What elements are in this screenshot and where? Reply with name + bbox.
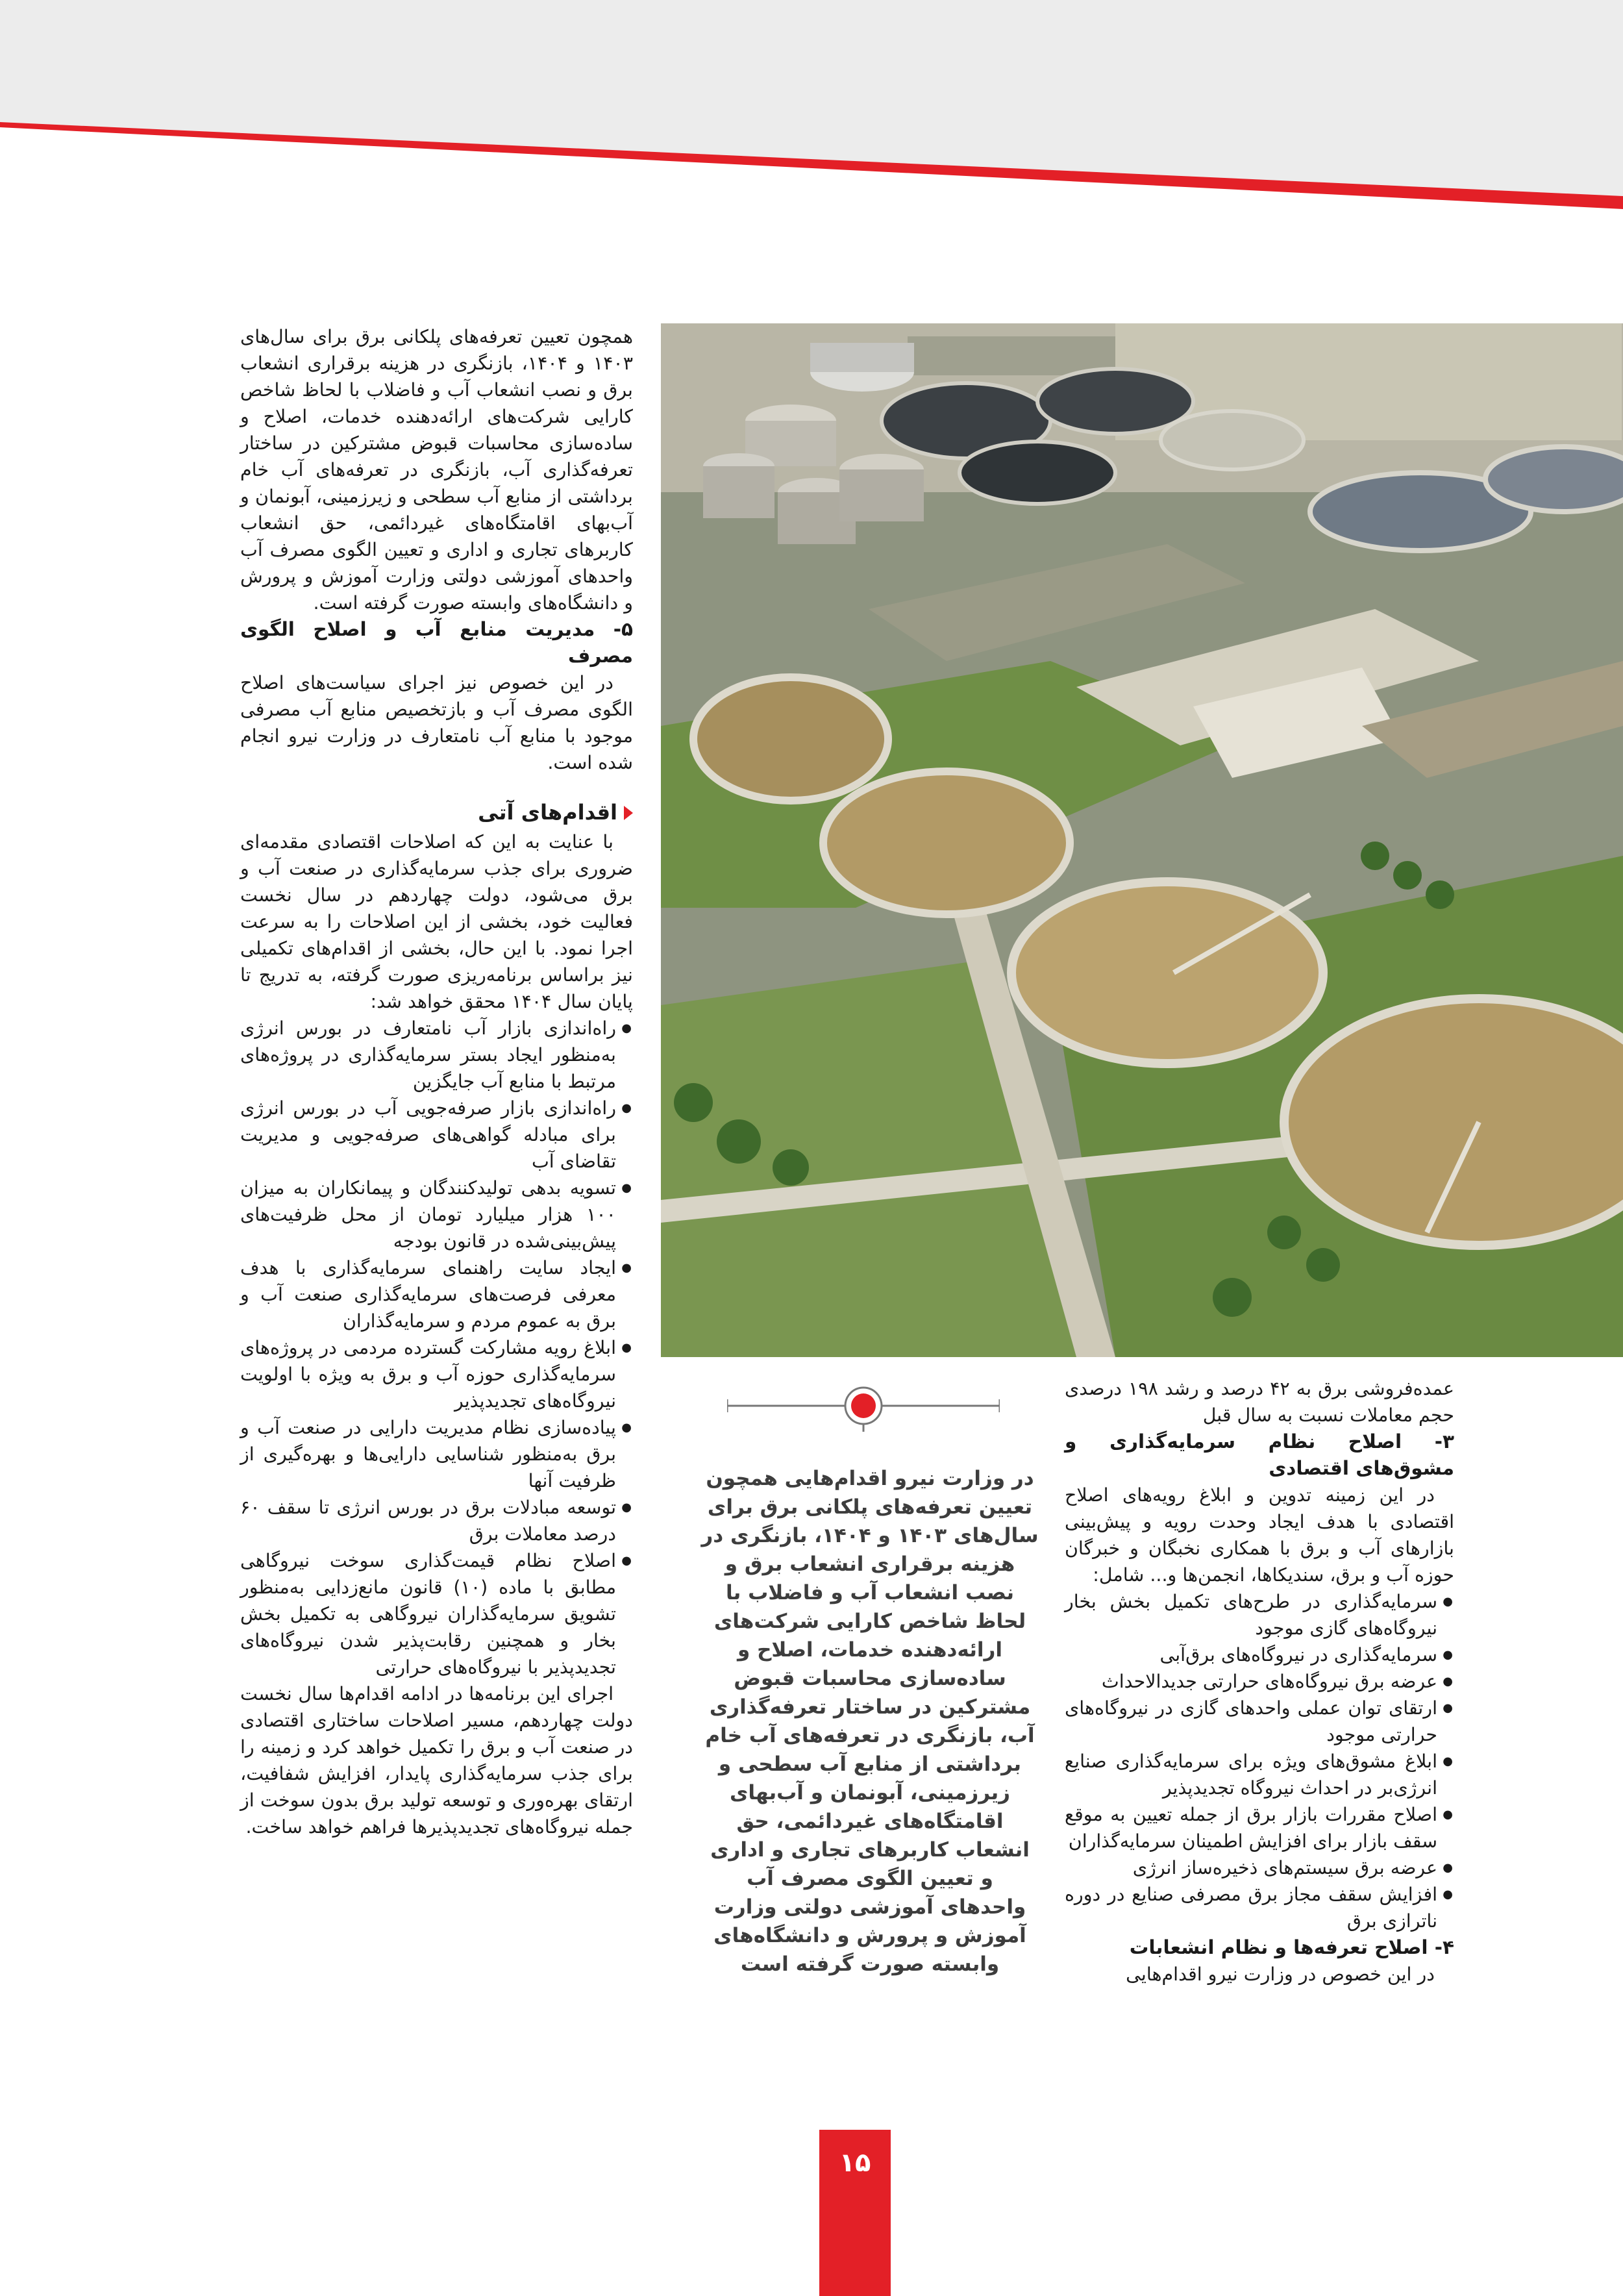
- heading-tariff-reform: ۴- اصلاح تعرفه‌ها و نظام انشعابات: [1129, 1936, 1454, 1958]
- list-item: ● ارتقای توان عملی واحدهای گازی در نیروگاه‌های حرارتی موجود: [1065, 1695, 1454, 1748]
- list-item: ● ابلاغ رویه مشارکت گسترده مردمی در پروژه‌های سرمایه‌گذاری حوزه آب و برق به ویژه با اولویت نیروگاه‌های تجدیدپذیر: [240, 1334, 633, 1414]
- pull-quote-ornament: [727, 1380, 1000, 1432]
- list-item: ● افزایش سقف مجاز برق مصرفی صنایع در دوره ناترازی برق: [1065, 1881, 1454, 1934]
- left-column: [240, 323, 633, 1840]
- left-bullet-list: [240, 1015, 633, 1680]
- left-paragraph-4: اجرای این برنامه‌ها در ادامه اقدام‌ها سال نخست دولت چهاردهم، مسیر اصلاحات ساختاری اقتصادی در صنعت آب و برق را تکمیل خواهد کرد و زمینه را برای جذب سرمایه‌گذاری پایدار، افزایش شفافیت، ارتقای بهره‌وری و توسعه تولید برق بدون سوخت از جمله نیروگاه‌های تجدیدپذیرها فراهم خواهد ساخت.: [240, 1683, 633, 1838]
- section-title-text: اقدام‌های آتی: [478, 800, 617, 825]
- pull-quote: در وزارت نیرو اقدام‌هایی همچون تعیین تعرفه‌های پلکانی برق برای سال‌های ۱۴۰۳ و ۱۴۰۴، بازنگری در هزینه برقراری انشعاب برق و نصب انشعاب آب و فاضلاب با لحاظ شاخص کارایی شرکت‌های ارائه‌دهنده خدمات، اصلاح و ساده‌سازی محاسبات قبوض مشترکین در ساختار تعرفه‌گذاری آب، بازنگری در تعرفه‌های آب خام برداشتی از منابع آب سطحی و زیرزمینی، آبونمان و آب‌بهای اقامتگاه‌های غیردائمی، حق انشعاب کاربرهای تجاری و اداری و تعیین الگوی مصرف آب واحدهای آموزشی دولتی وزارت آموزش و پرورش و دانشگاه‌های وابسته صورت گرفته است: [701, 1467, 1039, 1976]
- list-item: ● عرضه برق نیروگاه‌های حرارتی جدیدالاحداث: [1065, 1668, 1454, 1695]
- list-item: ● پیاده‌سازی نظام مدیریت دارایی در صنعت آب و برق به‌منظور شناسایی دارایی‌ها و بهره‌گیری از ظرفیت آنها: [240, 1414, 633, 1494]
- right-paragraph-1: عمده‌فروشی برق به ۴۲ درصد و رشد ۱۹۸ درصدی حجم معاملات نسبت به سال قبل: [1065, 1378, 1455, 1426]
- list-item: ● راه‌اندازی بازار آب نامتعارف در بورس انرژی به‌منظور ایجاد بستر سرمایه‌گذاری در پروژه‌های مرتبط با منابع آب جایگزین: [240, 1015, 633, 1095]
- heading-water-management: ۵- مدیریت منابع آب و اصلاح الگوی مصرف: [240, 618, 633, 667]
- right-bullet-list: [1065, 1588, 1454, 1934]
- list-item: ● اصلاح مقررات بازار برق از جمله تعیین به موقع سقف بازار برای افزایش اطمینان سرمایه‌گذاران: [1065, 1801, 1454, 1854]
- left-paragraph-2: در این خصوص نیز اجرای سیاست‌های اصلاح الگوی مصرف آب و بازتخصیص منابع آب مصرفی موجود با منابع آب نامتعارف در وزارت نیرو انجام شده است.: [240, 672, 633, 773]
- heading-investment-reform: ۳- اصلاح نظام سرمایه‌گذاری و مشوق‌های اقتصادی: [1065, 1430, 1454, 1479]
- page-number-tab: [819, 2130, 891, 2296]
- triangle-icon: [624, 806, 633, 820]
- left-paragraph-3: با عنایت به این که اصلاحات اقتصادی مقدمه‌ای ضروری برای جذب سرمایه‌گذاری در صنعت آب و برق می‌شود، دولت چهاردهم در سال نخست فعالیت خود، بخشی از این اصلاحات را به سرعت اجرا نمود. با این حال، بخشی از اقدام‌های تکمیلی نیز براساس برنامه‌ریزی صورت گرفته، به تدریج تا پایان سال ۱۴۰۴ محقق خواهد شد:: [240, 831, 633, 1012]
- left-paragraph-1: همچون تعیین تعرفه‌های پلکانی برق برای سال‌های ۱۴۰۳ و ۱۴۰۴، بازنگری در هزینه برقراری انشعاب برق و نصب انشعاب آب و فاضلاب با لحاظ شاخص کارایی شرکت‌های ارائه‌دهنده خدمات، اصلاح و ساده‌سازی محاسبات قبوض مشترکین در ساختار تعرفه‌گذاری آب، بازنگری در تعرفه‌های آب خام برداشتی از منابع آب سطحی و زیرزمینی، آبونمان و آب‌بهای اقامتگاه‌های غیردائمی، حق انشعاب کاربرهای تجاری و اداری و تعیین الگوی مصرف آب واحدهای آموزشی دولتی وزارت آموزش و پرورش و دانشگاه‌های وابسته صورت گرفته است.: [240, 326, 633, 614]
- list-item: ● راه‌اندازی بازار صرفه‌جویی آب در بورس انرژی برای مبادله گواهی‌های صرفه‌جویی و مدیریت تقاضای آب: [240, 1095, 633, 1175]
- list-item: ● عرضه برق سیستم‌های ذخیره‌ساز انرژی: [1065, 1854, 1454, 1881]
- list-item: ● ابلاغ مشوق‌های ویژه برای سرمایه‌گذاری صنایع انرژی‌بر در احداث نیروگاه تجدیدپذیر: [1065, 1748, 1454, 1801]
- list-item: ● سرمایه‌گذاری در طرح‌های تکمیل بخش بخار نیروگاه‌های گازی موجود: [1065, 1588, 1454, 1641]
- header-band: [0, 0, 1623, 214]
- header-band-graphic: [0, 0, 1623, 214]
- list-item: ● توسعه مبادلات برق در بورس انرژی تا سقف ۶۰ درصد معاملات برق: [240, 1494, 633, 1547]
- section-title-future-actions: [240, 799, 633, 826]
- right-paragraph-2: در این زمینه تدوین و ابلاغ رویه‌های اصلاح اقتصادی با هدف ایجاد وحدت رویه و پیش‌بینی بازارهای آب و برق با همکاری نخبگان و خبرگان حوزه آب و برق، سندیکاها، انجمن‌ها و... شامل:: [1065, 1484, 1454, 1586]
- list-item: ● اصلاح نظام قیمت‌گذاری سوخت نیروگاهی مطابق با ماده (۱۰) قانون مانع‌زدایی به‌منظور تشویق سرمایه‌گذاران نیروگاهی به تکمیل بخش بخار و همچنین رقابت‌پذیر شدن نیروگاه‌های تجدیدپذیر با نیروگاه‌های حرارتی: [240, 1547, 633, 1680]
- right-column: [1065, 1375, 1454, 1988]
- water-treatment-plant-photo: [661, 323, 1623, 1357]
- list-item: ● سرمایه‌گذاری در نیروگاه‌های برق‌آبی: [1065, 1641, 1454, 1668]
- page-number: ۱۵: [839, 2148, 871, 2178]
- right-paragraph-3: در این خصوص در وزارت نیرو اقدام‌هایی: [1126, 1964, 1435, 1985]
- list-item: ● تسویه بدهی تولیدکنندگان و پیمانکاران به میزان ۱۰۰ هزار میلیارد تومان از محل ظرفیت‌های پیش‌بینی‌شده در قانون بودجه: [240, 1175, 633, 1254]
- list-item: ● ایجاد سایت راهنمای سرمایه‌گذاری با هدف معرفی فرصت‌های سرمایه‌گذاری صنعت آب و برق به عموم مردم و سرمایه‌گذاران: [240, 1254, 633, 1334]
